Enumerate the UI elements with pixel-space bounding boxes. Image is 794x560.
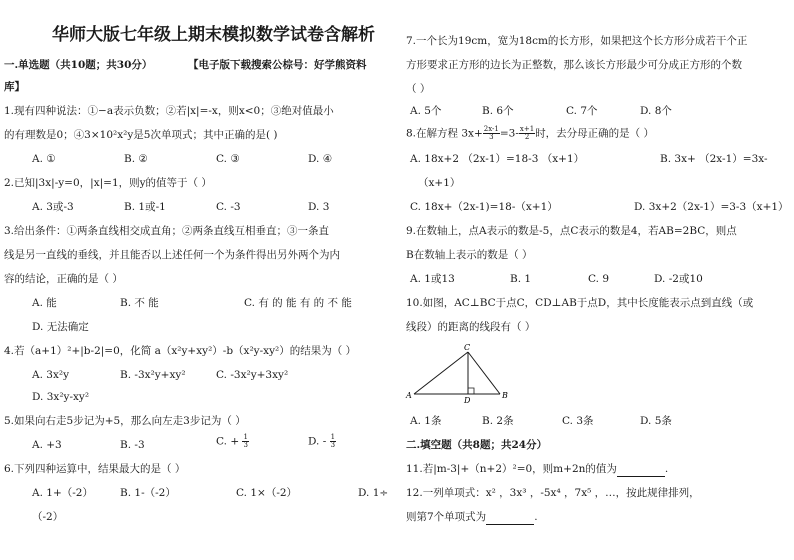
question-10-option-a[interactable]: A. 1条 <box>410 415 442 427</box>
question-4-line-1: 4.若（a+1）²+|b-2|=0，化简 a（x²y+xy²）-b（x²y-xy²）的结果为（ ） <box>4 345 357 357</box>
fraction: $\frac{2x-1}{3}$ <box>483 125 499 141</box>
question-5-option-c[interactable] <box>216 434 249 449</box>
question-7-option-d[interactable]: D. 8个 <box>640 105 672 117</box>
right-angle-mark <box>468 388 474 394</box>
question-7-option-c[interactable]: C. 7个 <box>566 105 598 117</box>
question-7-line-2: 方形要求正方形的边长为正整数，那么该长方形最少可分成正方形的个数 <box>406 59 742 71</box>
question-5-option-a[interactable]: A. +3 <box>32 439 62 451</box>
page-title: 华师大版七年级上期末模拟数学试卷含解析 <box>52 25 375 45</box>
question-7-line-1: 7.一个长为19cm，宽为18cm的长方形，如果把这个长方形分成若干个正 <box>406 35 748 47</box>
question-6-option-d-wrap: （-2） <box>32 511 64 523</box>
question-12-line-2: 则第7个单项式为 . <box>406 511 538 523</box>
question-2-option-d[interactable]: D. 3 <box>308 201 330 213</box>
question-3-line-1: 3.给出条件：①两条直线相交成直角；②两条直线互相垂直；③一条直 <box>4 225 330 237</box>
question-10-line-2: 线段）的距离的线段有（ ） <box>406 321 536 333</box>
question-7-option-a[interactable]: A. 5个 <box>410 105 442 117</box>
fraction: $\frac{1}{3}$ <box>330 433 336 449</box>
question-9-option-a[interactable]: A. 1或13 <box>410 273 455 285</box>
question-10-option-b[interactable]: B. 2条 <box>482 415 514 427</box>
answer-blank[interactable] <box>486 510 534 525</box>
question-6-line-1: 6.下列四种运算中，结果最大的是（ ） <box>4 463 186 475</box>
question-3-option-d[interactable]: D. 无法确定 <box>32 321 89 333</box>
label-a: A <box>406 391 412 400</box>
question-2-option-b[interactable]: B. 1或-1 <box>124 201 166 213</box>
question-1-option-b[interactable]: B. ② <box>124 153 148 165</box>
question-5-option-b[interactable]: B. -3 <box>120 439 145 451</box>
answer-blank[interactable] <box>617 462 665 477</box>
question-1-option-a[interactable]: A. ① <box>32 153 56 165</box>
question-5-option-d-prefix: D. - <box>308 435 327 448</box>
question-5-option-c-prefix: C. + <box>216 435 240 448</box>
label-d: D <box>464 396 471 404</box>
question-6-option-c[interactable]: C. 1×（-2） <box>236 487 298 499</box>
question-3-line-3: 容的结论，正确的是（ ） <box>4 273 123 285</box>
question-4-option-b[interactable]: B. -3x²y+xy² <box>120 369 186 381</box>
question-4-option-d[interactable]: D. 3x²y-xy² <box>32 391 90 403</box>
question-9-option-d[interactable]: D. -2或10 <box>654 273 703 285</box>
question-3-option-a[interactable]: A. 能 <box>32 297 57 309</box>
question-9-option-c[interactable]: C. 9 <box>588 273 610 285</box>
label-b: B <box>502 391 508 400</box>
fraction: $\frac{1}{3}$ <box>243 433 248 449</box>
question-4-option-a[interactable]: A. 3x²y <box>32 369 70 381</box>
question-5-option-d[interactable] <box>308 434 336 449</box>
question-8-option-a[interactable]: A. 18x+2 （2x-1）=18-3 （x+1） <box>410 153 585 165</box>
question-3-option-b[interactable]: B. 不 能 <box>120 297 159 309</box>
question-8-option-b[interactable]: B. 3x+ （2x-1）=3x- <box>660 153 768 165</box>
question-1-option-c[interactable]: C. ③ <box>216 153 240 165</box>
question-10-line-1: 10.如图，AC⊥BC于点C，CD⊥AB于点D，其中长度能表示点到直线（或 <box>406 297 754 309</box>
question-1-line-2: 的有理数是0；④3×10²x²y是5次单项式；其中正确的是( ) <box>4 129 278 141</box>
side-ac <box>414 352 468 394</box>
question-7-line-3: （ ） <box>406 83 431 95</box>
question-12-line-1: 12.一列单项式：x² ，3x³ ，-5x⁴ ，7x⁵ ，…，按此规律排列， <box>406 487 700 499</box>
question-11: 11.若|m-3|+（n+2）²=0，则m+2n的值为 . <box>406 463 669 475</box>
section-1-note: 【电子版下载搜索公棕号：好学熊资料 <box>188 59 367 71</box>
section-1-note-wrap: 库】 <box>4 81 25 93</box>
label-c: C <box>464 343 471 352</box>
question-3-option-c[interactable]: C. 有 的 能 有 的 不 能 <box>244 297 352 309</box>
question-1-option-d[interactable]: D. ④ <box>308 153 333 165</box>
question-8-option-b-wrap: （x+1） <box>418 177 461 189</box>
question-7-option-b[interactable]: B. 6个 <box>482 105 514 117</box>
question-5-line-1: 5.如果向右走5步记为+5，那么向左走3步记为（ ） <box>4 415 246 427</box>
fraction: $\frac{x+1}{2}$ <box>519 125 535 141</box>
question-6-option-a[interactable]: A. 1+（-2） <box>32 487 93 499</box>
question-3-line-2: 线是另一直线的垂线，并且能否以上述任何一个为条件得出另外两个为内 <box>4 249 340 261</box>
question-6-option-d[interactable]: D. 1÷ <box>358 487 389 499</box>
question-8-option-d[interactable]: D. 3x+2（2x-1）=3-3（x+1） <box>634 201 789 213</box>
question-4-option-c[interactable]: C. -3x²y+3xy² <box>216 369 289 381</box>
question-9-option-b[interactable]: B. 1 <box>510 273 532 285</box>
triangle-diagram <box>404 342 516 404</box>
question-1-line-1: 1.现有四种说法：①−a表示负数；②若|x|=-x，则x<0；③绝对值最小 <box>4 105 334 117</box>
question-2-option-c[interactable]: C. -3 <box>216 201 241 213</box>
section-2-heading: 二.填空题（共8题；共24分） <box>406 439 548 451</box>
question-9-line-2: B在数轴上表示的数是（ ） <box>406 249 533 261</box>
question-8-line-1: 8.在解方程 3x+ $\frac{2x-1}{3}$ =3- $\frac{x+1}{2}$ 时，去分母正确的是（ ） <box>406 125 655 141</box>
section-1-heading: 一.单选题（共10题；共30分） <box>4 59 153 71</box>
question-9-line-1: 9.在数轴上，点A表示的数是-5，点C表示的数是4，若AB=2BC，则点 <box>406 225 737 237</box>
question-8-option-c[interactable]: C. 18x+（2x-1)=18-（x+1） <box>410 201 558 213</box>
question-10-option-d[interactable]: D. 5条 <box>640 415 672 427</box>
question-6-option-b[interactable]: B. 1-（-2） <box>120 487 176 499</box>
question-2-line-1: 2.已知|3x|-y=0，|x|=1，则y的值等于（ ） <box>4 177 212 189</box>
question-10-option-c[interactable]: C. 3条 <box>562 415 594 427</box>
question-2-option-a[interactable]: A. 3或-3 <box>32 201 74 213</box>
